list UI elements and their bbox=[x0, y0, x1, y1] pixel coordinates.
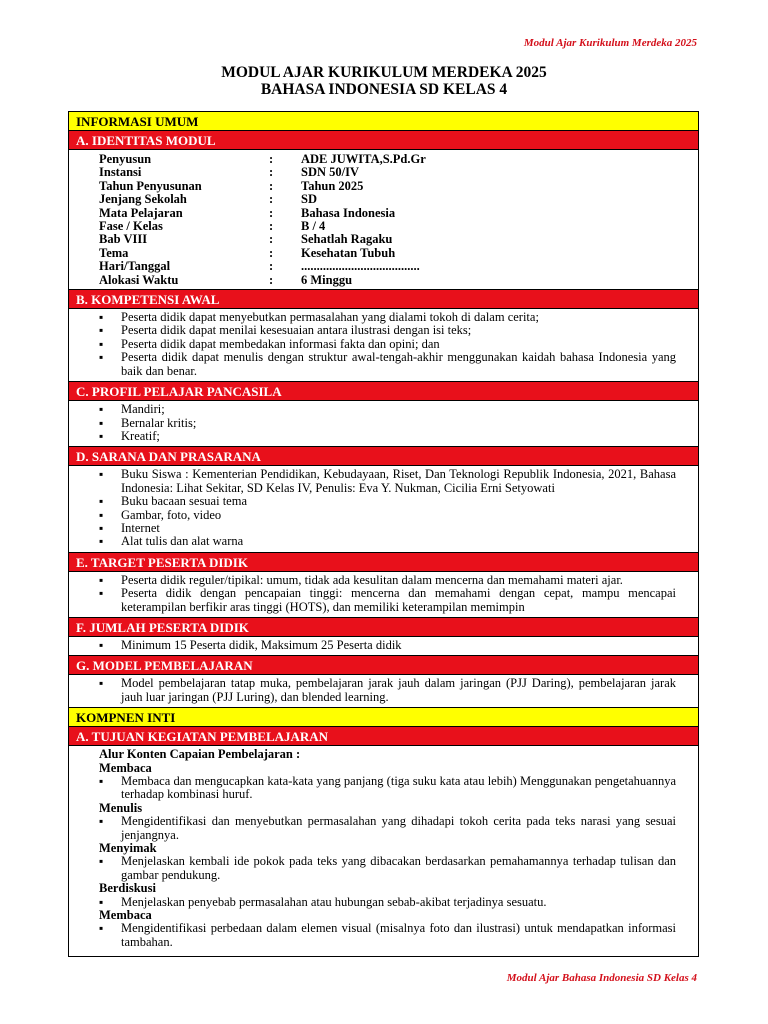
kompetensi-awal-header: B. KOMPETENSI AWAL bbox=[69, 290, 698, 309]
sarana-prasarana-header: D. SARANA DAN PRASARANA bbox=[69, 447, 698, 466]
identitas-row bbox=[99, 180, 698, 193]
identitas-row bbox=[99, 260, 698, 273]
identitas-value: Kesehatan Tubuh bbox=[301, 245, 396, 260]
model-pembelajaran-header: G. MODEL PEMBELAJARAN bbox=[69, 656, 698, 675]
tujuan-blocks bbox=[99, 762, 676, 950]
identitas-colon: : bbox=[269, 272, 274, 287]
target-item: ▪ Peserta didik reguler/tipikal: umum, tidak ada kesulitan dalam mencerna dan memahami materi ajar. bbox=[99, 574, 676, 587]
identitas-row bbox=[99, 193, 698, 206]
identitas-label: Tahun Penyusunan bbox=[99, 178, 202, 193]
identitas-modul-header: A. IDENTITAS MODUL bbox=[69, 131, 698, 150]
identitas-colon: : bbox=[269, 205, 274, 220]
identitas-value: SDN 50/IV bbox=[301, 165, 359, 180]
identitas-row bbox=[99, 233, 698, 246]
model-pembelajaran-section bbox=[69, 675, 698, 708]
identitas-row bbox=[99, 153, 698, 166]
tujuan-block-item: ▪ Mengidentifikasi perbedaan dalam elemen visual (misalnya foto dan ilustrasi) untuk mendapatkan informasi tambahan. bbox=[99, 922, 676, 949]
tujuan-block-title: Menyimak bbox=[99, 841, 157, 856]
profil-item: ▪ Mandiri; bbox=[99, 403, 676, 416]
identitas-value: SD bbox=[301, 192, 317, 207]
footer-note: Modul Ajar Bahasa Indonesia SD Kelas 4 bbox=[506, 972, 697, 984]
identitas-list bbox=[69, 150, 698, 290]
model-item: ▪ Model pembelajaran tatap muka, pembelajaran jarak jauh dalam jaringan (PJJ Daring), pembelajaran jarak jauh luar jaringan (PJJ Luring), dan blended learning. bbox=[99, 677, 676, 704]
identitas-label: Fase / Kelas bbox=[99, 219, 163, 234]
target-peserta-section bbox=[69, 572, 698, 618]
kompetensi-list bbox=[99, 311, 676, 378]
jumlah-peserta-header: F. JUMLAH PESERTA DIDIK bbox=[69, 618, 698, 637]
identitas-colon: : bbox=[269, 152, 274, 166]
kompetensi-item: ▪ Peserta didik dapat menilai kesesuaian antara ilustrasi dengan isi teks; bbox=[99, 324, 676, 337]
header-note: Modul Ajar Kurikulum Merdeka 2025 bbox=[523, 37, 697, 49]
profil-pelajar-section bbox=[69, 401, 698, 447]
kompetensi-item: ▪ Peserta didik dapat menulis dengan struktur awal-tengah-akhir menggunakan kaidah bahasa Indonesia yang baik dan benar. bbox=[99, 351, 676, 378]
document-title bbox=[0, 64, 768, 98]
identitas-label: Alokasi Waktu bbox=[99, 272, 179, 287]
tujuan-block-list bbox=[99, 896, 676, 909]
identitas-value: ADE JUWITA,S.Pd.Gr bbox=[301, 152, 426, 166]
identitas-row bbox=[99, 247, 698, 260]
profil-pelajar-header: C. PROFIL PELAJAR PANCASILA bbox=[69, 382, 698, 401]
identitas-value: Bahasa Indonesia bbox=[301, 205, 396, 220]
tujuan-block-list bbox=[99, 815, 676, 842]
identitas-label: Jenjang Sekolah bbox=[99, 192, 187, 207]
identitas-row bbox=[99, 220, 698, 233]
identitas-value: B / 4 bbox=[301, 219, 326, 234]
identitas-label: Tema bbox=[99, 245, 129, 260]
tujuan-block-title: Menulis bbox=[99, 800, 143, 815]
identitas-colon: : bbox=[269, 165, 274, 180]
profil-item: ▪ Bernalar kritis; bbox=[99, 417, 676, 430]
sarana-list bbox=[99, 468, 676, 548]
komponen-inti-header: KOMPNEN INTI bbox=[69, 708, 698, 727]
identitas-row bbox=[99, 166, 698, 179]
alur-konten-label: Alur Konten Capaian Pembelajaran : bbox=[99, 747, 301, 762]
informasi-umum-header: INFORMASI UMUM bbox=[69, 112, 698, 131]
identitas-colon: : bbox=[269, 245, 274, 260]
tujuan-block-title: Membaca bbox=[99, 760, 152, 775]
sarana-item: ▪ Internet bbox=[99, 522, 676, 535]
tujuan-block-list bbox=[99, 922, 676, 949]
identitas-row bbox=[99, 274, 698, 287]
target-list bbox=[99, 574, 676, 614]
jumlah-item: ▪ Minimum 15 Peserta didik, Maksimum 25 Peserta didik bbox=[99, 639, 676, 652]
tujuan-block-item: ▪ Menjelaskan kembali ide pokok pada teks yang dibacakan berdasarkan pemahamannya terhadap tulisan dan gambar pendukung. bbox=[99, 855, 676, 882]
title-line-1: MODUL AJAR KURIKULUM MERDEKA 2025 bbox=[221, 64, 547, 81]
identitas-row bbox=[99, 207, 698, 220]
identitas-value: 6 Minggu bbox=[301, 272, 353, 287]
identitas-value: Tahun 2025 bbox=[301, 178, 364, 193]
tujuan-block-title: Membaca bbox=[99, 908, 152, 923]
tujuan-block-item: ▪ Menjelaskan penyebab permasalahan atau hubungan sebab-akibat terjadinya sesuatu. bbox=[99, 896, 676, 909]
sarana-item: ▪ Gambar, foto, video bbox=[99, 509, 676, 522]
module-table bbox=[68, 111, 699, 957]
identitas-colon: : bbox=[269, 178, 274, 193]
jumlah-list bbox=[99, 639, 676, 652]
target-item: ▪ Peserta didik dengan pencapaian tinggi: mencerna dan memahami dengan cepat, mampu mencapai keterampilan berfikir aras tinggi (HOTS), dan memiliki keterampilan memimpin bbox=[99, 587, 676, 614]
tujuan-block-item: ▪ Mengidentifikasi dan menyebutkan permasalahan yang dihadapi tokoh cerita pada teks narasi yang sesuai jenjangnya. bbox=[99, 815, 676, 842]
kompetensi-item: ▪ Peserta didik dapat menyebutkan permasalahan yang dialami tokoh di dalam cerita; bbox=[99, 311, 676, 324]
sarana-item: ▪ Buku bacaan sesuai tema bbox=[99, 495, 676, 508]
identitas-colon: : bbox=[269, 219, 274, 234]
sarana-prasarana-section bbox=[69, 466, 698, 552]
identitas-label: Mata Pelajaran bbox=[99, 205, 183, 220]
kompetensi-awal-section bbox=[69, 309, 698, 382]
profil-item: ▪ Kreatif; bbox=[99, 430, 676, 443]
identitas-label: Penyusun bbox=[99, 152, 152, 166]
tujuan-block-list bbox=[99, 775, 676, 802]
tujuan-block-title: Berdiskusi bbox=[99, 881, 156, 896]
identitas-colon: : bbox=[269, 259, 274, 274]
identitas-colon: : bbox=[269, 192, 274, 207]
identitas-value: Sehatlah Ragaku bbox=[301, 232, 393, 247]
tujuan-kegiatan-header: A. TUJUAN KEGIATAN PEMBELAJARAN bbox=[69, 727, 698, 746]
jumlah-peserta-section bbox=[69, 637, 698, 656]
kompetensi-item: ▪ Peserta didik dapat membedakan informasi fakta dan opini; dan bbox=[99, 338, 676, 351]
identitas-label: Hari/Tanggal bbox=[99, 259, 171, 274]
identitas-label: Instansi bbox=[99, 165, 142, 180]
profil-list bbox=[99, 403, 676, 443]
identitas-label: Bab VIII bbox=[99, 232, 148, 247]
title-line-2: BAHASA INDONESIA SD KELAS 4 bbox=[260, 81, 508, 98]
sarana-item: ▪ Buku Siswa : Kementerian Pendidikan, Kebudayaan, Riset, Dan Teknologi Republik Indonesia, 2021, Bahasa Indonesia: Lihat Sekitar, SD Kelas IV, Penulis: Eva Y. Nukman, Cicilia Erni Setyowati bbox=[99, 468, 676, 495]
tujuan-block-list bbox=[99, 855, 676, 882]
model-list bbox=[99, 677, 676, 704]
identitas-value: ...................................... bbox=[301, 259, 420, 274]
sarana-item: ▪ Alat tulis dan alat warna bbox=[99, 535, 676, 548]
tujuan-block-item: ▪ Membaca dan mengucapkan kata-kata yang panjang (tiga suku kata atau lebih) Menggunakan pengetahuannya terhadap kombinasi huruf. bbox=[99, 775, 676, 802]
identitas-colon: : bbox=[269, 232, 274, 247]
tujuan-kegiatan-section bbox=[69, 746, 698, 949]
target-peserta-header: E. TARGET PESERTA DIDIK bbox=[69, 553, 698, 572]
